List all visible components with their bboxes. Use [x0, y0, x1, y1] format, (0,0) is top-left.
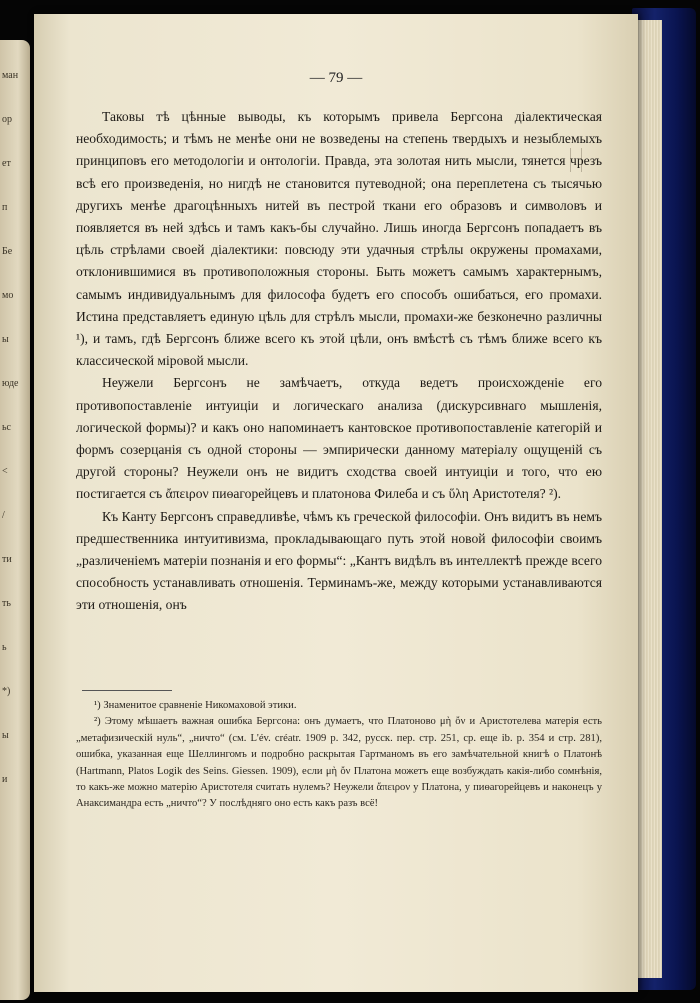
- left-page-fragment: юде: [2, 378, 19, 389]
- left-page-fragment: /: [2, 510, 5, 521]
- paragraph: Къ Канту Бергсонъ справедливѣе, чѣмъ къ греческой философіи. Онъ видитъ въ немъ предшественника интуитивизма, прокладывающаго путь этой новой философіи своимъ „различеніемъ матеріи познанія и его формы“: „Кантъ видѣлъ въ интеллектѣ прежде всего способность устанавливать отношенія. Терминамъ-же, между которыми устанавливаются эти отношенія, онъ: [76, 508, 602, 613]
- left-page-fragment: *): [2, 686, 11, 697]
- left-page-fragment: ы: [2, 334, 9, 345]
- page-number: — 79 —: [309, 70, 363, 86]
- left-page-fragment: ь: [2, 642, 7, 653]
- footnote-rule: [82, 690, 172, 691]
- book-page: [34, 14, 638, 992]
- left-page-fragment: ьс: [2, 422, 11, 433]
- footnote: ²) Этому мѣшаетъ важная ошибка Бергсона: онъ думаетъ, что Платоново μὴ ὄν и Аристотелева матерія есть „метафизическій нуль“, „ничто“ (см. L'év. créatr. 1909 p. 342, русск. пер. стр. 251, ср. еще ib. p. 354 и стр. 281), ошибка, указанная еще Шеллингомъ и подробно раскрытая Гартманомъ въ его замѣчательной книгѣ о Платонѣ (Hartmann, Platos Logik des Seins. Giessen. 1909), если μὴ ὄν Платона можетъ еще возбуждать какія-либо сомнѣнія, то какъ-же можно матерію Аристотеля считать нулемъ? Неужели ἄπειρον у Платона, у пиѳагорейцевъ и наконецъ у Анаксимандра есть „ничто“? У послѣдняго оно есть какъ разъ всё!: [76, 716, 602, 810]
- footnotes: [76, 698, 602, 813]
- paragraph: Неужели Бергсонъ не замѣчаетъ, откуда ведетъ происхожденіе его противопоставленіе интуиціи и логическаго анализа (дискурсивнаго мышленія, логической формы)? и какъ оно напоминаетъ кантовское противопоставленіе категорій и формъ созерцанія съ одной стороны — эмпирически данному матеріалу ощущеній съ другой стороны? Неужели онъ не видитъ сходства своей интуиціи и того, что ею постигается съ ἄπειρον пиѳагорейцевъ и платоновa Филеба и съ ὕλη Аристотеля? ²).: [76, 375, 602, 502]
- main-text: [76, 106, 602, 617]
- left-page-fragment: ти: [2, 554, 12, 565]
- left-page-fragment: ман: [2, 70, 19, 81]
- paragraph: Таковы тѣ цѣнные выводы, къ которымъ привела Бергсона діалектическая необходимость; и тѣмъ не менѣе они не возведены на степень твердыхъ и незыблемыхъ принциповъ его методологіи и онтологіи. Правда, эта золотая нить мысли, тянется чрезъ всѣ его произведенія, но нигдѣ не становится путеводной; она переплетена съ тысячью другихъ менѣе драгоцѣнныхъ нитей въ пестрой ткани его образовъ и символовъ и появляется въ ней здѣсь и тамъ какъ-бы случайно. Лишь иногда Бергсонъ попадаетъ въ цѣль стрѣлами своей діалектики: повсюду эти удачныя стрѣлы окружены промахами, отклонившимися въ противоположныя стороны. Быть можетъ самымъ характернымъ, самымъ индивидуальнымъ для философа будетъ его способъ ошибаться, его промахи. Истина представляетъ единую цѣль для стрѣлъ мысли, промахи-же безконечно различны ¹), и тамъ, гдѣ Бергсонъ ближе всего къ этой цѣли, онъ вмѣстѣ съ тѣмъ ближе всего къ классической міровой мысли.: [76, 109, 602, 369]
- left-page-edge: [0, 40, 30, 1000]
- left-page-fragment: п: [2, 202, 8, 213]
- left-page-fragment: ть: [2, 598, 11, 609]
- left-page-fragment: ет: [2, 158, 11, 169]
- left-page-fragment: ы: [2, 730, 9, 741]
- left-page-fragment: <: [2, 466, 8, 477]
- left-page-fragment: и: [2, 774, 8, 785]
- footnote: ¹) Знаменитое сравненіе Никомаховой этики.: [94, 700, 297, 711]
- left-page-fragment: мо: [2, 290, 14, 301]
- left-page-fragment: ор: [2, 114, 12, 125]
- left-page-fragment: Бе: [2, 246, 13, 257]
